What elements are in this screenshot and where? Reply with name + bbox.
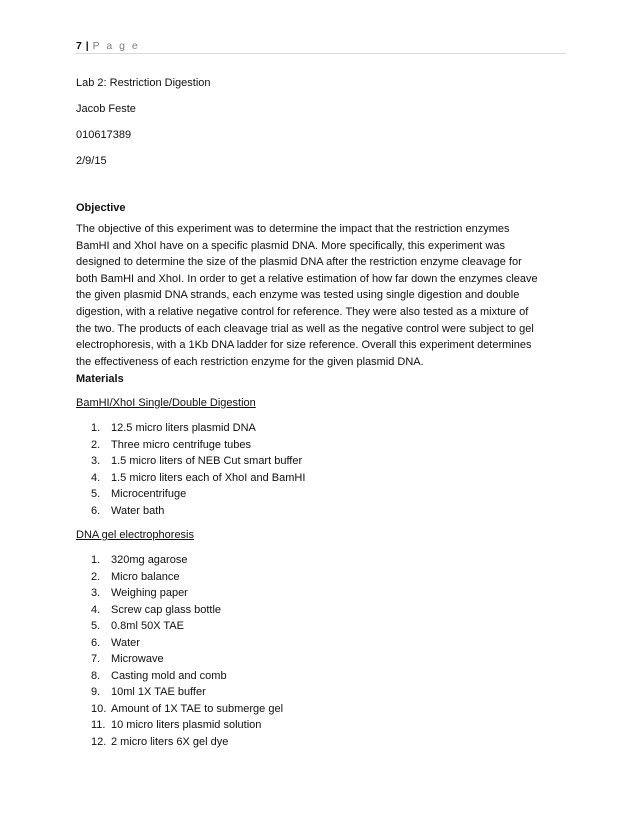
page-label: P a g e	[92, 40, 140, 52]
list-item: 7. Microwave	[91, 653, 164, 665]
page-header	[76, 40, 566, 52]
list-item: 10. Amount of 1X TAE to submerge gel	[91, 702, 284, 715]
cover-info	[76, 76, 566, 168]
lab-date: 2/9/15	[76, 155, 107, 167]
objective-line: the two. The products of each cleavage trial as well as the negative control were subject to gel	[76, 322, 534, 335]
list-item: 6. Water	[91, 636, 140, 649]
student-id: 010617389	[76, 129, 132, 141]
list-item: 4. 1.5 micro liters each of XhoI and BamHI	[91, 471, 306, 484]
electrophoresis-list	[76, 552, 566, 750]
objective-line: the effectiveness of each restriction enzyme for the given plasmid DNA.	[76, 355, 424, 368]
objective-line: digestion, with a relative negative control for reference. They were also tested as a mixture of	[76, 305, 529, 318]
materials-heading: Materials	[76, 373, 124, 385]
list-item: 8. Casting mold and comb	[91, 669, 227, 682]
lab-title: Lab 2: Restriction Digestion	[76, 77, 211, 89]
electrophoresis-subheading: DNA gel electrophoresis	[76, 529, 195, 541]
list-item: 5. Microcentrifuge	[91, 488, 187, 500]
objective-section	[76, 201, 566, 370]
objective-heading: Objective	[76, 202, 126, 214]
list-item: 1. 12.5 micro liters plasmid DNA	[91, 422, 256, 434]
digestion-subheading: BamHI/XhoI Single/Double Digestion	[76, 397, 256, 409]
list-item: 6. Water bath	[91, 504, 165, 517]
header-rule	[76, 53, 566, 54]
list-item: 1. 320mg agarose	[91, 554, 188, 566]
header-separator: |	[85, 40, 90, 52]
list-item: 3. 1.5 micro liters of NEB Cut smart buffer	[91, 455, 303, 467]
objective-line: The objective of this experiment was to determine the impact that the restriction enzymes	[76, 223, 510, 235]
author-name: Jacob Feste	[76, 103, 136, 115]
materials-section	[76, 372, 566, 750]
objective-paragraph	[76, 221, 566, 370]
objective-line: the given plasmid DNA strands, each enzyme was tested using single digestion and double	[76, 289, 520, 302]
objective-line: BamHI and XhoI have on a specific plasmid DNA. More specifically, this experiment was	[76, 239, 505, 252]
objective-line: both BamHI and XhoI. In order to get a relative estimation of how far down the enzymes cleave	[76, 272, 538, 285]
list-item: 12. 2 micro liters 6X gel dye	[91, 735, 229, 748]
list-item: 9. 10ml 1X TAE buffer	[91, 686, 206, 698]
list-item: 5. 0.8ml 50X TAE	[91, 620, 184, 632]
list-item: 2. Micro balance	[91, 570, 180, 583]
digestion-list	[76, 420, 566, 519]
list-item: 3. Weighing paper	[91, 587, 188, 599]
list-item: 4. Screw cap glass bottle	[91, 603, 222, 616]
list-item: 11. 10 micro liters plasmid solution	[91, 719, 262, 731]
page-number: 7	[76, 40, 83, 52]
list-item: 2. Three micro centrifuge tubes	[91, 438, 252, 451]
objective-line: designed to determine the size of the plasmid DNA after the restriction enzyme cleavage for	[76, 256, 522, 269]
objective-line: electrophoresis, with a 1Kb DNA ladder for size reference. Overall this experiment determines	[76, 339, 532, 352]
